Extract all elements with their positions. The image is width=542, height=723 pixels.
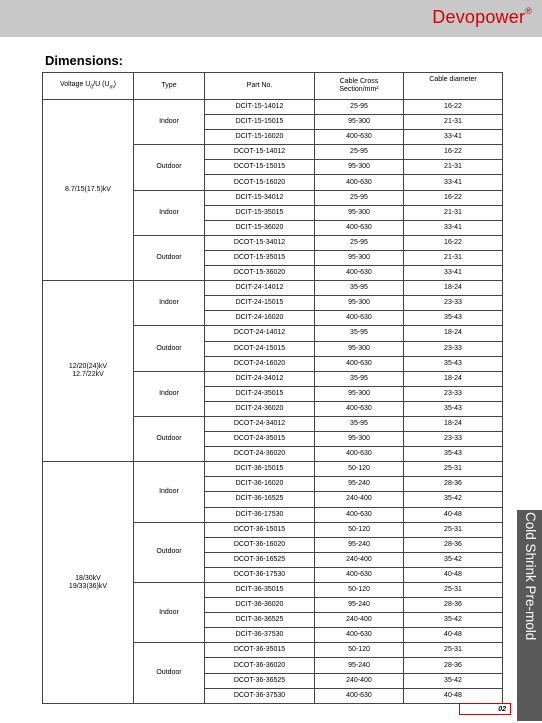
diameter-cell: 28-36	[404, 658, 503, 673]
diameter-cell: 18-24	[404, 371, 503, 386]
registered-mark: ®	[525, 6, 532, 16]
part-no-cell: DCOT-36-16020	[205, 537, 315, 552]
part-no-cell: DCOT-24-15015	[205, 341, 315, 356]
voltage-cell: 8.7/15(17.5)kV	[43, 100, 134, 281]
type-cell: Indoor	[134, 371, 205, 416]
cross-section-cell: 400-630	[315, 130, 404, 145]
table-body	[43, 100, 503, 704]
diameter-cell: 25-31	[404, 522, 503, 537]
cross-section-cell: 50-120	[315, 522, 404, 537]
part-no-cell: DCOT-24-36020	[205, 447, 315, 462]
part-no-cell: DCIT-36-16020	[205, 477, 315, 492]
diameter-cell: 21-31	[404, 115, 503, 130]
diameter-cell: 28-36	[404, 477, 503, 492]
part-no-cell: DCIT-15-15015	[205, 115, 315, 130]
type-cell: Outdoor	[134, 145, 205, 190]
header-cable-cross-section: Cable Cross Section/mm²	[315, 73, 404, 100]
part-no-cell: DCIT-36-16525	[205, 492, 315, 507]
diameter-cell: 18-24	[404, 281, 503, 296]
cross-section-cell: 95-300	[315, 115, 404, 130]
cross-section-cell: 95-240	[315, 658, 404, 673]
cross-section-cell: 400-630	[315, 220, 404, 235]
part-no-cell: DCIT-36-35015	[205, 583, 315, 598]
part-no-cell: DCIT-15-36020	[205, 220, 315, 235]
table-row	[43, 281, 503, 296]
part-no-cell: DCIT-36-36020	[205, 598, 315, 613]
cross-section-cell: 400-630	[315, 401, 404, 416]
diameter-cell: 18-24	[404, 326, 503, 341]
diameter-cell: 16-22	[404, 235, 503, 250]
part-no-cell: DCOT-36-36020	[205, 658, 315, 673]
page-number: 02	[459, 703, 511, 715]
cross-section-cell: 35-95	[315, 416, 404, 431]
cross-section-cell: 400-630	[315, 311, 404, 326]
diameter-cell: 21-31	[404, 160, 503, 175]
cross-section-cell: 35-95	[315, 281, 404, 296]
type-cell: Outdoor	[134, 643, 205, 703]
type-cell: Indoor	[134, 583, 205, 643]
diameter-cell: 35-43	[404, 447, 503, 462]
cross-section-cell: 95-240	[315, 598, 404, 613]
part-no-cell: DCIT-36-36525	[205, 613, 315, 628]
part-no-cell: DCIT-15-14012	[205, 100, 315, 115]
part-no-cell: DCOT-36-37530	[205, 688, 315, 703]
table-header-row	[43, 73, 503, 100]
part-no-cell: DCOT-36-16525	[205, 552, 315, 567]
cross-section-cell: 25-95	[315, 145, 404, 160]
diameter-cell: 40-48	[404, 688, 503, 703]
header-bar	[0, 0, 542, 37]
part-no-cell: DCIT-24-15015	[205, 296, 315, 311]
diameter-cell: 16-22	[404, 100, 503, 115]
table-row	[43, 100, 503, 115]
brand-name: Devopower	[432, 7, 526, 27]
table-row	[43, 462, 503, 477]
cross-section-cell: 95-300	[315, 386, 404, 401]
part-no-cell: DCOT-15-35015	[205, 250, 315, 265]
cross-section-cell: 50-120	[315, 643, 404, 658]
type-cell: Outdoor	[134, 416, 205, 461]
side-tab-label: Cold Shrink Pre-mold	[523, 512, 538, 641]
section-title: Dimensions:	[45, 53, 124, 68]
cross-section-cell: 400-630	[315, 175, 404, 190]
cross-section-cell: 95-240	[315, 477, 404, 492]
diameter-cell: 25-31	[404, 643, 503, 658]
cross-section-cell: 95-240	[315, 537, 404, 552]
type-cell: Outdoor	[134, 522, 205, 582]
part-no-cell: DCOT-24-34012	[205, 416, 315, 431]
cross-section-cell: 35-95	[315, 371, 404, 386]
diameter-cell: 40-48	[404, 507, 503, 522]
cross-section-cell: 240-400	[315, 492, 404, 507]
diameter-cell: 35-43	[404, 401, 503, 416]
diameter-cell: 18-24	[404, 416, 503, 431]
diameter-cell: 21-31	[404, 250, 503, 265]
brand-logo	[432, 7, 532, 28]
part-no-cell: DCIT-36-37530	[205, 628, 315, 643]
diameter-cell: 25-31	[404, 583, 503, 598]
part-no-cell: DCIT-36-15015	[205, 462, 315, 477]
cross-section-cell: 95-300	[315, 341, 404, 356]
cross-section-cell: 95-300	[315, 205, 404, 220]
part-no-cell: DCOT-36-35015	[205, 643, 315, 658]
part-no-cell: DCIT-24-34012	[205, 371, 315, 386]
part-no-cell: DCOT-24-35015	[205, 432, 315, 447]
cross-section-cell: 400-630	[315, 567, 404, 582]
cross-section-cell: 50-120	[315, 462, 404, 477]
diameter-cell: 35-42	[404, 492, 503, 507]
part-no-cell: DCIT-24-36020	[205, 401, 315, 416]
part-no-cell: DCOT-24-14012	[205, 326, 315, 341]
part-no-cell: DCOT-15-14012	[205, 145, 315, 160]
part-no-cell: DCOT-15-36020	[205, 266, 315, 281]
diameter-cell: 25-31	[404, 462, 503, 477]
cross-section-cell: 400-630	[315, 507, 404, 522]
header-part-no: Part No.	[205, 73, 315, 100]
cross-section-cell: 400-630	[315, 356, 404, 371]
cross-section-cell: 400-630	[315, 447, 404, 462]
part-no-cell: DCIT-36-17530	[205, 507, 315, 522]
cross-section-cell: 240-400	[315, 673, 404, 688]
diameter-cell: 28-36	[404, 537, 503, 552]
cross-section-cell: 25-95	[315, 190, 404, 205]
part-no-cell: DCIT-15-16020	[205, 130, 315, 145]
part-no-cell: DCIT-24-16020	[205, 311, 315, 326]
diameter-cell: 23-33	[404, 386, 503, 401]
cross-section-cell: 95-300	[315, 250, 404, 265]
cross-section-cell: 400-630	[315, 688, 404, 703]
diameter-cell: 16-22	[404, 190, 503, 205]
diameter-cell: 40-48	[404, 628, 503, 643]
diameter-cell: 23-33	[404, 432, 503, 447]
diameter-cell: 23-33	[404, 341, 503, 356]
cross-section-cell: 50-120	[315, 583, 404, 598]
diameter-cell: 28-36	[404, 598, 503, 613]
part-no-cell: DCIT-24-14012	[205, 281, 315, 296]
dimensions-table	[42, 72, 503, 704]
diameter-cell: 35-42	[404, 673, 503, 688]
header-type: Type	[134, 73, 205, 100]
cross-section-cell: 400-630	[315, 266, 404, 281]
diameter-cell: 33-41	[404, 220, 503, 235]
cross-section-cell: 95-300	[315, 296, 404, 311]
cross-section-cell: 25-95	[315, 100, 404, 115]
cross-section-cell: 25-95	[315, 235, 404, 250]
diameter-cell: 35-42	[404, 613, 503, 628]
part-no-cell: DCIT-24-35015	[205, 386, 315, 401]
diameter-cell: 35-42	[404, 552, 503, 567]
diameter-cell: 35-43	[404, 356, 503, 371]
cross-section-cell: 95-300	[315, 160, 404, 175]
cross-section-cell: 240-400	[315, 613, 404, 628]
type-cell: Indoor	[134, 462, 205, 522]
part-no-cell: DCOT-15-16020	[205, 175, 315, 190]
type-cell: Indoor	[134, 190, 205, 235]
diameter-cell: 35-43	[404, 311, 503, 326]
diameter-cell: 16-22	[404, 145, 503, 160]
part-no-cell: DCOT-15-34012	[205, 235, 315, 250]
diameter-cell: 33-41	[404, 266, 503, 281]
part-no-cell: DCOT-24-16020	[205, 356, 315, 371]
voltage-cell: 18/30kV 19/33(36)kV	[43, 462, 134, 704]
header-voltage: Voltage $U_0/U$ $(U_m)$	[43, 73, 134, 100]
diameter-cell: 40-48	[404, 567, 503, 582]
part-no-cell: DCOT-36-36525	[205, 673, 315, 688]
type-cell: Outdoor	[134, 235, 205, 280]
diameter-cell: 21-31	[404, 205, 503, 220]
cross-section-cell: 400-630	[315, 628, 404, 643]
cross-section-cell: 240-400	[315, 552, 404, 567]
diameter-cell: 23-33	[404, 296, 503, 311]
part-no-cell: DCOT-15-15015	[205, 160, 315, 175]
part-no-cell: DCIT-15-34012	[205, 190, 315, 205]
diameter-cell: 33-41	[404, 175, 503, 190]
cross-section-cell: 95-300	[315, 432, 404, 447]
diameter-cell: 33-41	[404, 130, 503, 145]
type-cell: Indoor	[134, 281, 205, 326]
part-no-cell: DCIT-15-35015	[205, 205, 315, 220]
part-no-cell: DCOT-36-15015	[205, 522, 315, 537]
type-cell: Indoor	[134, 100, 205, 145]
cross-section-cell: 35-95	[315, 326, 404, 341]
voltage-cell: 12/20(24)kV 12.7/22kV	[43, 281, 134, 462]
type-cell: Outdoor	[134, 326, 205, 371]
part-no-cell: DCOT-36-17530	[205, 567, 315, 582]
header-cable-diameter: Cable diameter	[404, 73, 503, 100]
